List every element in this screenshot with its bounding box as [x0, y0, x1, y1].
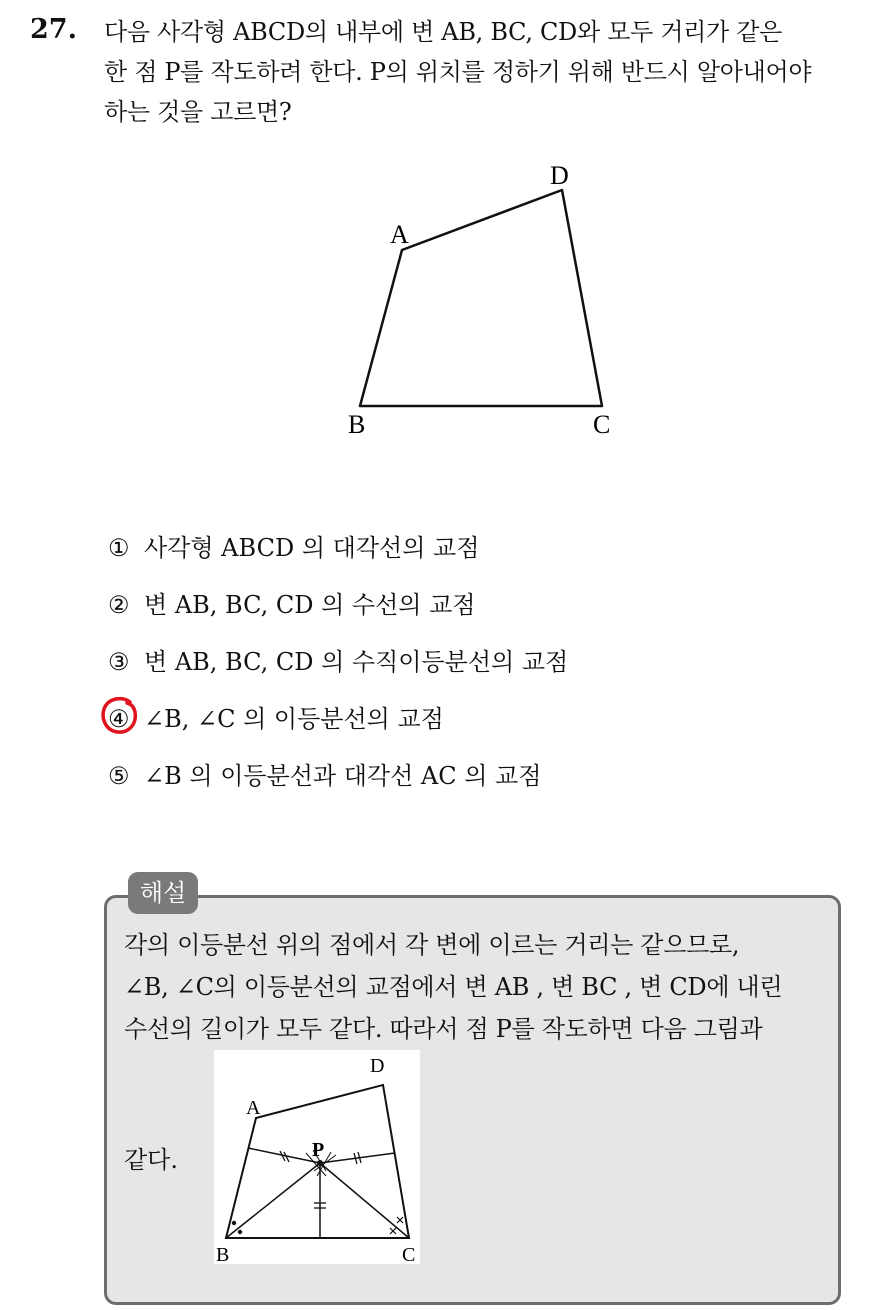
choice-number: ② [108, 591, 130, 619]
quadrilateral-figure [330, 150, 630, 450]
question-line: 다음 사각형 ABCD의 내부에 변 AB, BC, CD와 모두 거리가 같은 [104, 18, 783, 46]
perpendicular-to-ab [248, 1148, 320, 1163]
choice-text: 변 AB, BC, CD 의 수선의 교점 [144, 591, 476, 619]
choice-number: ④ [108, 705, 130, 733]
choice-1[interactable] [108, 528, 568, 585]
sol-label-d: D [370, 1055, 385, 1077]
choice-text: 변 AB, BC, CD 의 수직이등분선의 교점 [144, 648, 569, 676]
choice-list [108, 528, 568, 813]
choice-3[interactable] [108, 642, 568, 699]
question-number: 27. [30, 14, 77, 45]
choice-2[interactable] [108, 585, 568, 642]
question-line: 하는 것을 고르면? [104, 98, 292, 126]
question-line: 한 점 P를 작도하려 한다. P의 위치를 정하기 위해 반드시 알아내어야 [104, 58, 812, 86]
solution-line: 각의 이등분선 위의 점에서 각 변에 이르는 거리는 같으므로, [124, 931, 740, 959]
vertex-label-c: C [593, 410, 611, 439]
choice-text: ∠B 의 이등분선과 대각선 AC 의 교점 [144, 762, 542, 790]
sol-label-c: C [402, 1244, 416, 1264]
solution-line: 수선의 길이가 모두 같다. 따라서 점 P를 작도하면 다음 그림과 [124, 1015, 763, 1043]
sol-label-b: B [216, 1244, 230, 1264]
choice-text: 사각형 ABCD 의 대각선의 교점 [144, 534, 480, 562]
choice-number: ① [108, 534, 130, 562]
choice-number: ③ [108, 648, 130, 676]
solution-text [124, 924, 829, 1050]
vertex-label-d: D [550, 161, 569, 190]
choice-5[interactable] [108, 756, 568, 813]
solution-figure [214, 1050, 420, 1264]
sol-label-p: P [312, 1139, 325, 1161]
question-text [104, 12, 864, 132]
bisector-b [226, 1163, 320, 1238]
vertex-label-a: A [390, 220, 409, 249]
solution-tail: 같다. [124, 1146, 178, 1174]
sol-label-a: A [246, 1097, 261, 1119]
vertex-label-b: B [348, 410, 366, 439]
solution-tag: 해설 [128, 872, 198, 914]
bisector-c [320, 1163, 409, 1238]
choice-text: ∠B, ∠C 의 이등분선의 교점 [144, 705, 444, 733]
solution-line: ∠B, ∠C의 이등분선의 교점에서 변 AB , 변 BC , 변 CD에 내린 [124, 973, 783, 1001]
choice-4[interactable] [108, 699, 568, 756]
choice-number: ⑤ [108, 762, 130, 790]
